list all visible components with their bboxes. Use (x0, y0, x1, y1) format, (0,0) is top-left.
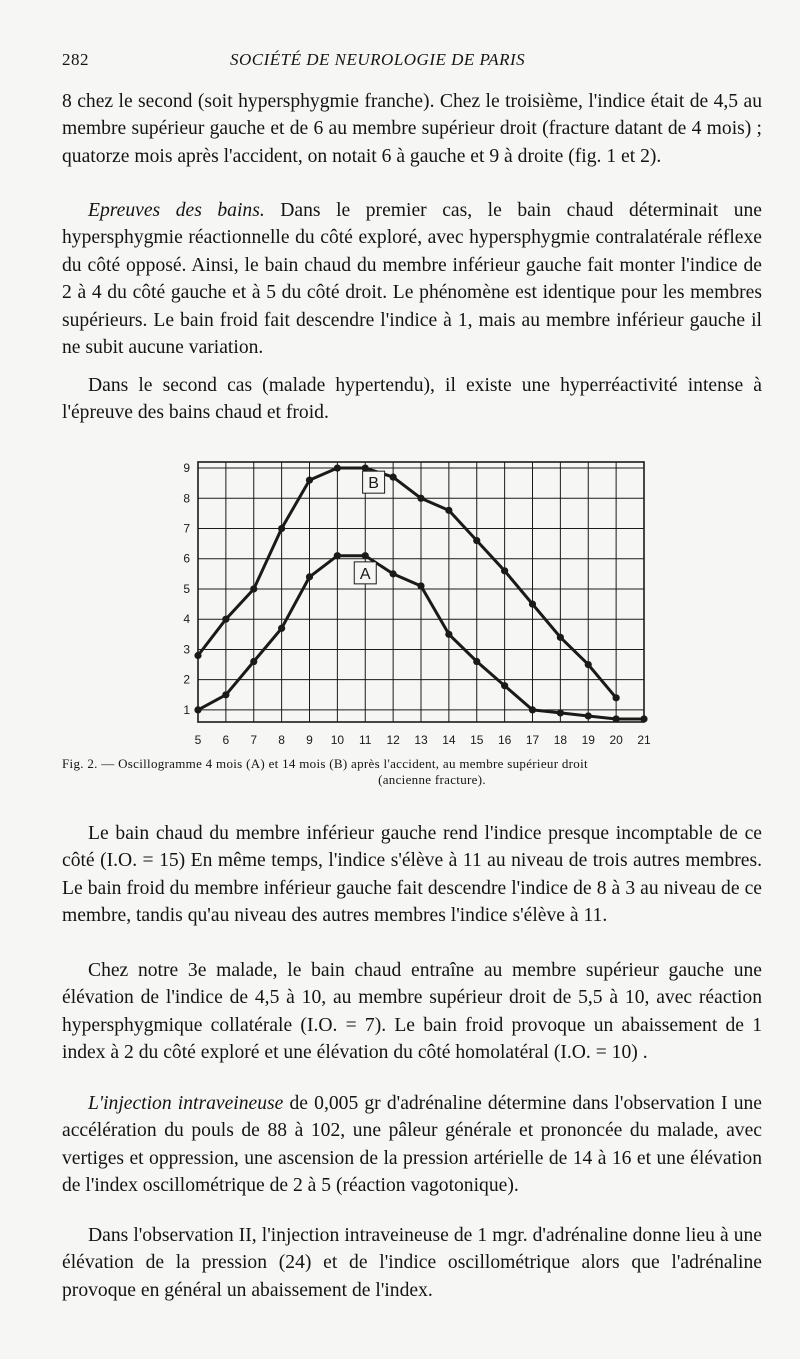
data-point-A (473, 658, 480, 665)
figure-caption-line1: Fig. 2. — Oscillogramme 4 mois (A) et 14 mois (B) après l'accident, au membre supérieur droit (62, 756, 588, 771)
data-point-B (306, 477, 313, 484)
paragraph-2 (62, 197, 762, 361)
x-tick-label: 6 (222, 733, 230, 747)
paragraph-2-title: Epreuves des bains. (88, 200, 265, 221)
data-point-A (640, 715, 647, 722)
data-point-A (334, 552, 341, 559)
data-point-B (529, 600, 536, 607)
x-tick-label: 5 (194, 733, 202, 747)
y-tick-label: 6 (183, 551, 190, 566)
data-point-B (557, 634, 564, 641)
x-tick-label: 9 (306, 733, 313, 747)
data-point-A (613, 715, 620, 722)
x-tick-label: 12 (386, 733, 400, 747)
data-point-A (278, 625, 285, 632)
data-point-A (222, 691, 229, 698)
y-tick-label: 9 (183, 461, 190, 476)
data-point-A (529, 706, 536, 713)
data-point-B (613, 694, 620, 701)
x-tick-label: 14 (442, 733, 456, 747)
data-point-A (250, 658, 257, 665)
paragraph-1-text: 8 chez le second (soit hypersphygmie franche). Chez le troisième, l'indice était de 4,5 au membre supérieur gauche et de 6 au membre supérieur droit (fracture datant de 4 mois) ; quatorze mois après l'accident, on notait 6 à gauche et 9 à droite (fig. 1 et 2). (62, 91, 762, 167)
data-point-B (194, 652, 201, 659)
x-tick-label: 15 (470, 733, 484, 747)
data-point-A (306, 573, 313, 580)
data-point-A (390, 570, 397, 577)
x-tick-label: 11 (359, 733, 372, 747)
y-tick-label: 2 (183, 672, 190, 687)
paragraph-7 (62, 1222, 762, 1304)
series-line-B (198, 468, 616, 698)
x-tick-label: 16 (497, 733, 512, 747)
data-point-A (501, 682, 508, 689)
paragraph-3 (62, 372, 762, 427)
data-point-B (390, 474, 397, 481)
x-tick-label: 21 (637, 733, 651, 747)
x-tick-label: 7 (250, 733, 258, 747)
y-tick-label: 1 (183, 702, 190, 717)
paragraph-7-text: Dans l'observation II, l'injection intraveineuse de 1 mgr. d'adrénaline donne lieu à une élévation de la pression (24) et de l'indice oscillométrique alors que l'adrénaline provoque en général un abaissement de l'index. (62, 1225, 762, 1301)
page-number: 282 (62, 50, 89, 69)
data-point-B (501, 567, 508, 574)
data-point-B (222, 616, 229, 623)
figure-caption-line2: (ancienne fracture). (378, 772, 486, 787)
x-tick-label: 10 (330, 733, 345, 747)
x-tick-label: 20 (609, 733, 623, 747)
paragraph-4-text: Le bain chaud du membre inférieur gauche rend l'indice presque incomptable de ce côté (I.O. = 15) En même temps, l'indice s'élève à 11 au niveau de trois autres membres. Le bain froid du membre inférieur gauche fait descendre l'indice de 8 à 3 au niveau de ce membre, tandis qu'au niveau des autres membres l'indice s'élève à 11. (62, 823, 762, 927)
paragraph-6-text: de 0,005 gr d'adrénaline détermine dans l'observation I une accélération du pouls de 88 à 102, une pâleur générale et prononcée du malade, avec vertiges et oppression, une ascension de la pression artérielle de 14 à 16 et une élévation de l'index oscillométrique de 2 à 5 (réaction vagotonique). (62, 1093, 762, 1197)
y-tick-label: 5 (183, 581, 190, 596)
series-label-B: B (368, 475, 379, 493)
x-tick-label: 17 (525, 733, 540, 747)
x-tick-label: 8 (278, 733, 285, 747)
data-point-B (362, 464, 369, 471)
oscillogram-figure (176, 450, 656, 750)
data-point-A (585, 712, 592, 719)
data-point-B (250, 585, 257, 592)
data-point-B (445, 507, 452, 514)
y-tick-label: 3 (183, 642, 190, 657)
x-tick-label: 13 (414, 733, 428, 747)
data-point-A (445, 631, 452, 638)
data-point-A (194, 706, 201, 713)
running-title: SOCIÉTÉ DE NEUROLOGIE DE PARIS (230, 50, 526, 69)
series-label-A: A (359, 565, 371, 583)
figure-caption (62, 756, 782, 788)
y-tick-label: 7 (183, 521, 190, 536)
paragraph-6 (62, 1090, 762, 1200)
x-tick-label: 19 (581, 733, 595, 747)
paragraph-6-title: L'injection intraveineuse (88, 1093, 284, 1114)
data-point-B (473, 537, 480, 544)
data-point-A (417, 582, 424, 589)
paragraph-5 (62, 957, 762, 1067)
data-point-A (557, 709, 564, 716)
paragraph-3-text: Dans le second cas (malade hypertendu), il existe une hyperréactivité intense à l'épreuve des bains chaud et froid. (62, 375, 762, 424)
data-point-B (278, 525, 285, 532)
paragraph-5-text: Chez notre 3e malade, le bain chaud entraîne au membre supérieur gauche une élévation de l'indice de 4,5 à 10, au membre supérieur droit de 5,5 à 10, avec réaction hypersphygmique collatérale (I.O. = 7). Le bain froid provoque un abaissement de 1 index à 2 du côté exploré et une élévation du côté homolatéral (I.O. = 10) . (62, 960, 762, 1064)
paragraph-2-text: Dans le premier cas, le bain chaud déterminait une hypersphygmie réactionnelle du côté exploré, avec hypersphygmie contralatérale réflexe du côté opposé. Ainsi, le bain chaud du membre inférieur gauche fait monter l'indice de 2 à 4 du côté gauche et à 5 du côté droit. Le phénomène est identique pour les membres supérieurs. Le bain froid fait descendre l'indice à 1, mais au membre inférieur gauche il ne subit aucune variation. (62, 200, 762, 359)
data-point-A (362, 552, 369, 559)
data-point-B (417, 495, 424, 502)
x-tick-label: 18 (553, 733, 568, 747)
data-point-B (585, 661, 592, 668)
y-tick-label: 8 (183, 491, 190, 506)
paragraph-1 (62, 88, 762, 170)
data-point-B (334, 464, 341, 471)
y-tick-label: 4 (183, 612, 190, 627)
paragraph-4 (62, 820, 762, 930)
